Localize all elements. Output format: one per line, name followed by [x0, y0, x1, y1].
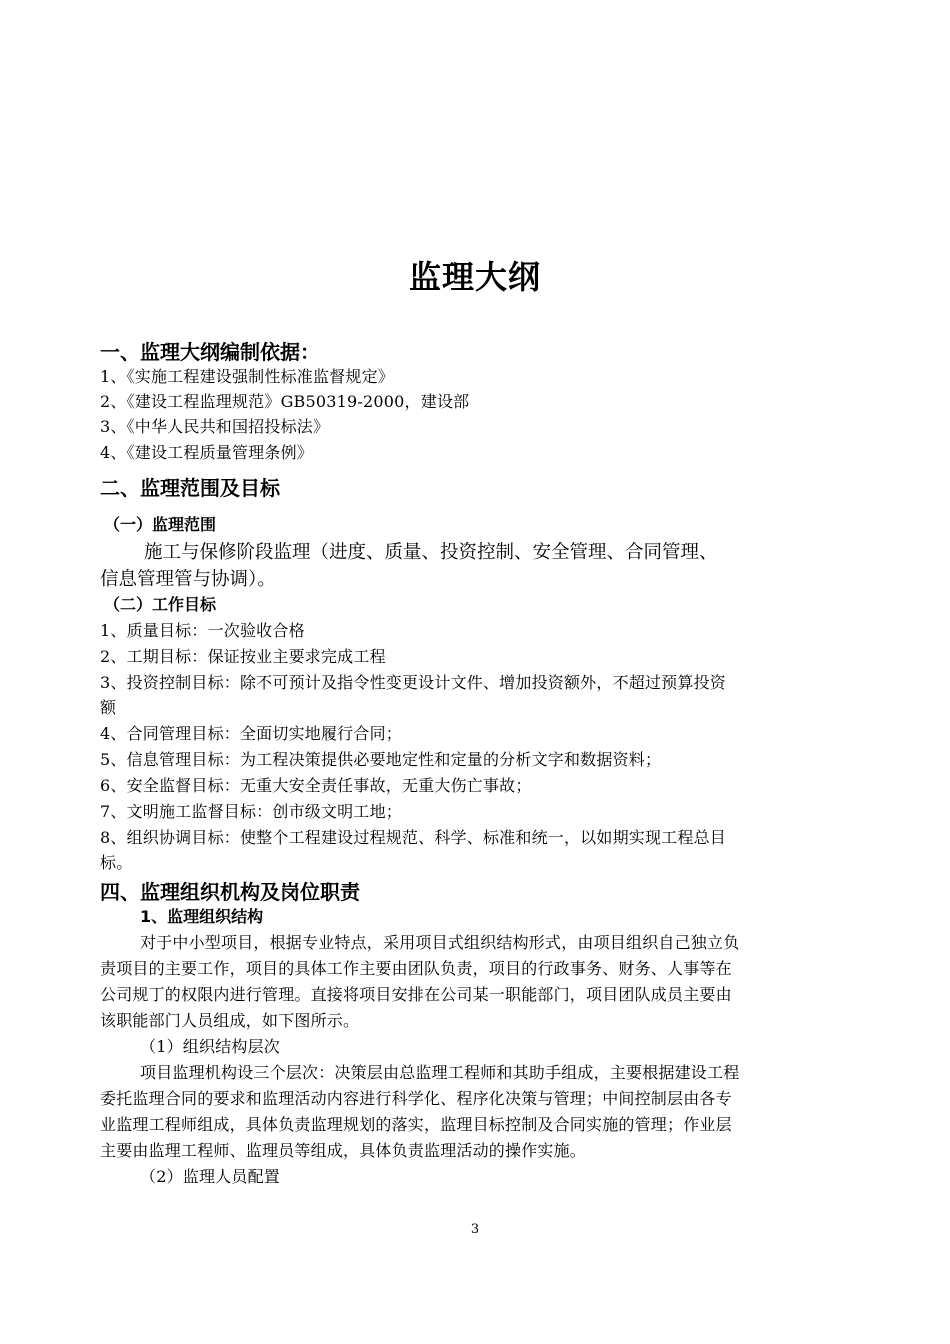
levels-paragraph-line: 项目监理机构设三个层次：决策层由总监理工程师和其助手组成，主要根据建设工程 — [140, 1063, 740, 1082]
org-paragraph-line: 对于中小型项目，根据专业特点，采用项目式组织结构形式，由项目组织自己独立负 — [140, 933, 740, 952]
levels-paragraph-line: 委托监理合同的要求和监理活动内容进行科学化、程序化决策与管理；中间控制层由各专 — [100, 1089, 732, 1108]
staffing-heading: （2）监理人员配置 — [140, 1167, 280, 1186]
org-paragraph-line: 该职能部门人员组成，如下图所示。 — [100, 1011, 360, 1030]
goal-item: 5、信息管理目标：为工程决策提供必要地定性和定量的分析文字和数据资料； — [100, 750, 662, 769]
levels-paragraph-line: 业监理工程师组成，具体负责监理规划的落实，监理目标控制及合同实施的管理；作业层 — [100, 1115, 732, 1134]
section-2-heading: 二、监理范围及目标 — [100, 476, 280, 500]
section-1-item: 2、《建设工程监理规范》GB50319-2000，建设部 — [100, 392, 470, 411]
goal-item: 6、安全监督目标：无重大安全责任事故，无重大伤亡事故； — [100, 776, 532, 795]
section-1-heading: 一、监理大纲编制依据： — [100, 340, 320, 364]
subsection-scope-heading: （一）监理范围 — [104, 515, 217, 534]
goal-item: 2、工期目标：保证按业主要求完成工程 — [100, 647, 386, 666]
goal-item: 4、合同管理目标：全面切实地履行合同； — [100, 724, 402, 743]
section-4-heading: 四、监理组织机构及岗位职责 — [100, 880, 360, 904]
goal-item: 1、质量目标：一次验收合格 — [100, 621, 305, 640]
subsection-org-structure-heading: 1、监理组织结构 — [140, 907, 264, 926]
org-paragraph-line: 公司规丁的权限内进行管理。直接将项目安排在公司某一职能部门，项目团队成员主要由 — [100, 985, 732, 1004]
levels-paragraph-line: 主要由监理工程师、监理员等组成，具体负责监理活动的操作实施。 — [100, 1141, 587, 1160]
scope-paragraph-line: 信息管理管与协调）。 — [100, 569, 276, 590]
goal-item: 3、投资控制目标：除不可预计及指令性变更设计文件、增加投资额外，不超过预算投资 — [100, 673, 726, 692]
goal-item: 8、组织协调目标：使整个工程建设过程规范、科学、标准和统一，以如期实现工程总目 — [100, 828, 726, 847]
goal-item: 7、文明施工监督目标：创市级文明工地； — [100, 802, 402, 821]
page-title: 监理大纲 — [408, 258, 541, 296]
goal-item-continued: 标。 — [100, 853, 133, 872]
scope-paragraph-line: 施工与保修阶段监理（进度、质量、投资控制、安全管理、合同管理、 — [144, 542, 718, 563]
section-1-item: 1、《实施工程建设强制性标准监督规定》 — [100, 367, 394, 386]
page-number: 3 — [470, 1222, 480, 1237]
section-1-item: 3、《中华人民共和国招投标法》 — [100, 417, 330, 436]
goal-item-continued: 额 — [100, 698, 117, 717]
org-paragraph-line: 责项目的主要工作，项目的具体工作主要由团队负责，项目的行政事务、财务、人事等在 — [100, 959, 732, 978]
subsection-goals-heading: （二）工作目标 — [104, 595, 217, 614]
section-1-item: 4、《建设工程质量管理条例》 — [100, 443, 313, 462]
org-levels-heading: （1）组织结构层次 — [140, 1037, 280, 1056]
